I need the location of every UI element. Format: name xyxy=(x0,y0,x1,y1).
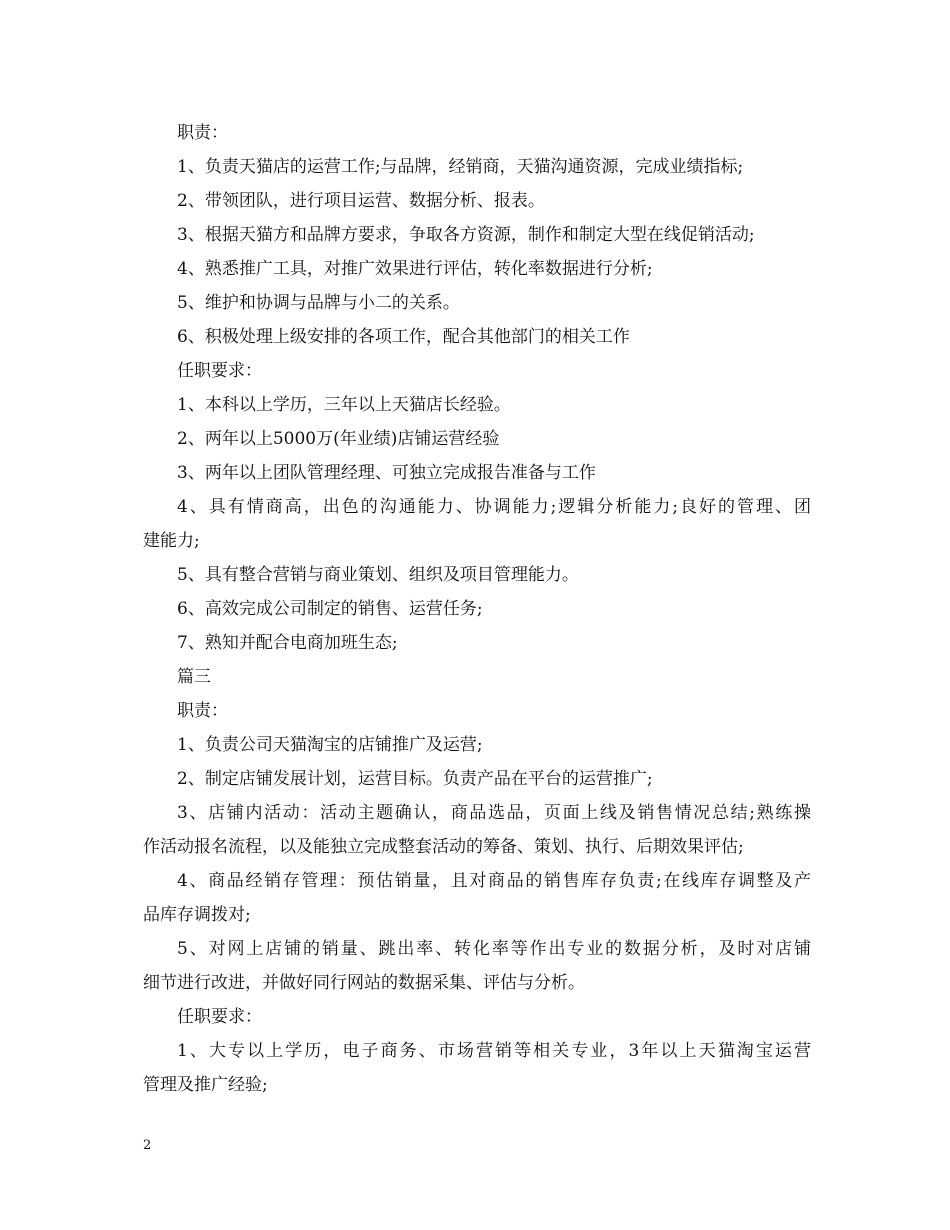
text-line: 2、两年以上5000万(年业绩)店铺运营经验 xyxy=(177,429,500,449)
text-line: 7、熟知并配合电商加班生态; xyxy=(177,633,398,653)
text-line: 3、根据天猫方和品牌方要求，争取各方资源，制作和制定大型在线促销活动; xyxy=(177,225,755,245)
text-line: 任职要求： xyxy=(177,361,262,381)
text-line: 作活动报名流程，以及能独立完成整套活动的筹备、策划、执行、后期效果评估; xyxy=(143,837,744,857)
text-line: 篇三 xyxy=(177,667,211,687)
text-line: 3、两年以上团队管理经理、可独立完成报告准备与工作 xyxy=(177,463,596,483)
text-line: 1、负责天猫店的运营工作;与品牌，经销商，天猫沟通资源，完成业绩指标; xyxy=(177,157,744,177)
text-line: 管理及推广经验; xyxy=(143,1075,268,1095)
text-line: 6、高效完成公司制定的销售、运营任务; xyxy=(177,599,483,619)
text-line: 1、本科以上学历，三年以上天猫店长经验。 xyxy=(177,395,511,415)
text-line: 2、带领团队，进行项目运营、数据分析、报表。 xyxy=(177,191,545,211)
text-line: 品库存调拨对; xyxy=(143,905,251,925)
text-line: 4、商品经销存管理：预估销量，且对商品的销售库存负责;在线库存调整及产 xyxy=(177,871,811,891)
text-line: 细节进行改进，并做好同行网站的数据采集、评估与分析。 xyxy=(143,973,585,993)
text-line: 建能力; xyxy=(143,531,200,551)
text-line: 职责： xyxy=(177,701,228,721)
text-line: 5、具有整合营销与商业策划、组织及项目管理能力。 xyxy=(177,565,579,585)
text-line: 职责： xyxy=(177,123,228,143)
text-line: 2、制定店铺发展计划，运营目标。负责产品在平台的运营推广; xyxy=(177,769,653,789)
text-line: 3、店铺内活动：活动主题确认，商品选品，页面上线及销售情况总结;熟练操 xyxy=(177,803,811,823)
text-line: 4、具有情商高，出色的沟通能力、协调能力;逻辑分析能力;良好的管理、团 xyxy=(177,497,811,517)
text-line: 任职要求： xyxy=(177,1007,262,1027)
text-line: 1、负责公司天猫淘宝的店铺推广及运营; xyxy=(177,735,483,755)
text-line: 1、大专以上学历，电子商务、市场营销等相关专业，3年以上天猫淘宝运营 xyxy=(177,1041,811,1061)
text-line: 4、熟悉推广工具，对推广效果进行评估，转化率数据进行分析; xyxy=(177,259,653,279)
text-line: 5、对网上店铺的销量、跳出率、转化率等作出专业的数据分析，及时对店铺 xyxy=(177,939,811,959)
text-line: 5、维护和协调与品牌与小二的关系。 xyxy=(177,293,460,313)
page-number: 2 xyxy=(143,1138,152,1153)
document-body xyxy=(143,116,811,1102)
text-line: 6、积极处理上级安排的各项工作，配合其他部门的相关工作 xyxy=(177,327,630,347)
